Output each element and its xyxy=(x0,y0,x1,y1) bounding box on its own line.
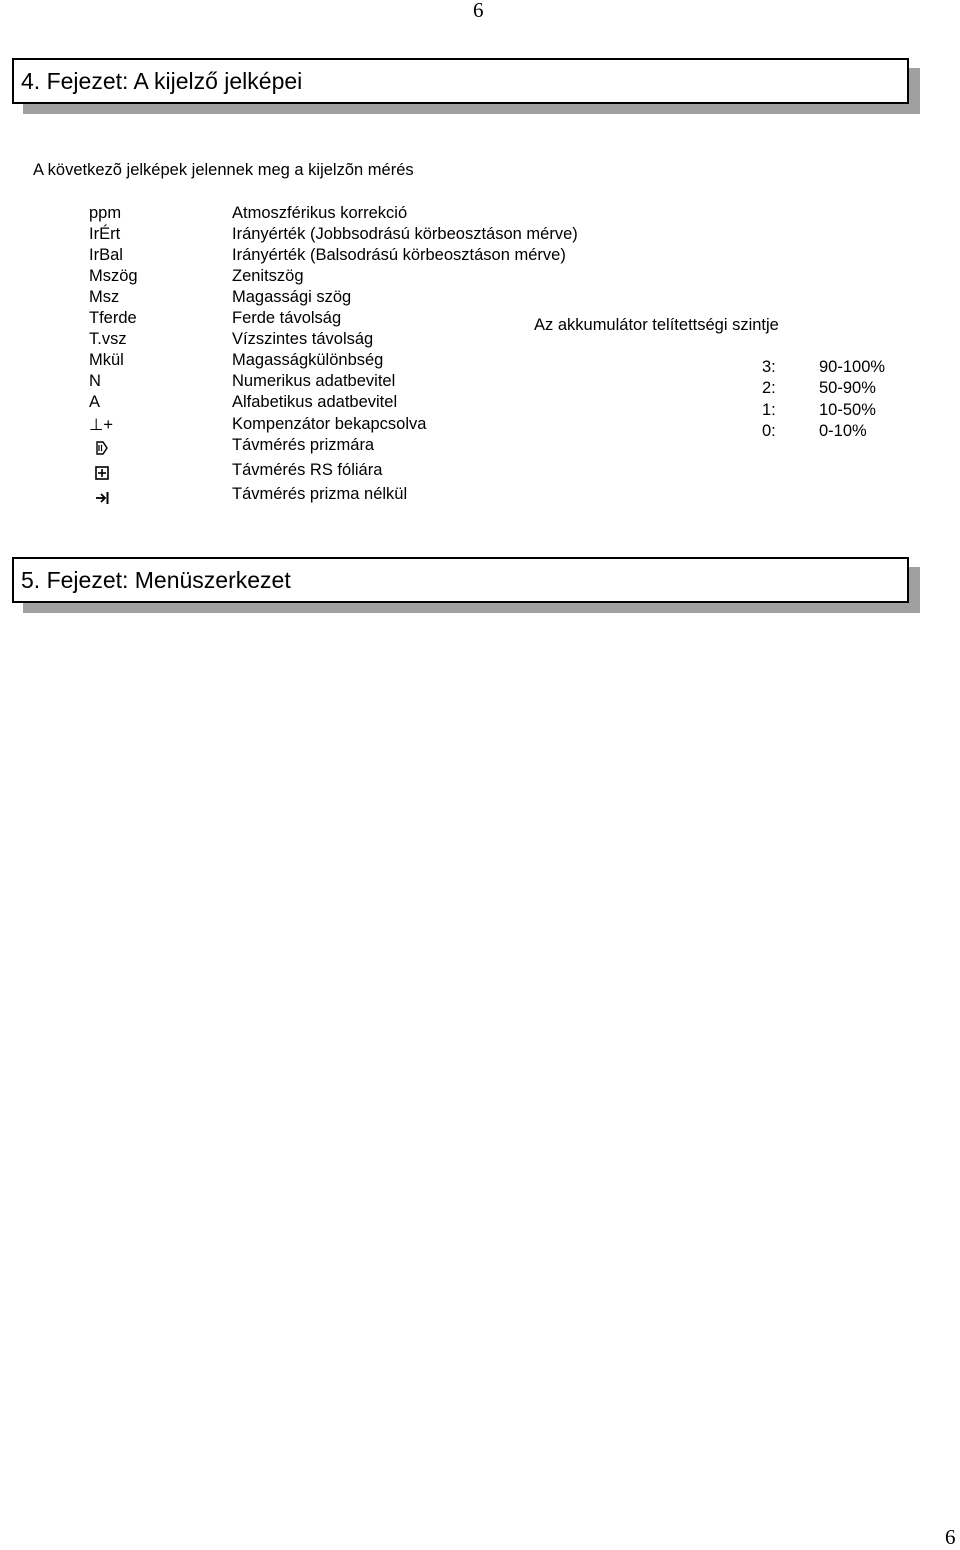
symbol-code: Tferde xyxy=(89,309,137,327)
section-5-title: 5. Fejezet: Menüszerkezet xyxy=(21,567,291,593)
symbol-code: ppm xyxy=(89,204,122,222)
symbol-description: Vízszintes távolság xyxy=(232,330,374,348)
section-4-title: 4. Fejezet: A kijelző jelképei xyxy=(21,68,303,94)
battery-level-range: 50-90% xyxy=(819,379,876,397)
battery-level-number: 0: xyxy=(762,422,776,440)
symbol-description: Távmérés prizmára xyxy=(232,436,375,454)
symbol-code: IrÉrt xyxy=(89,225,121,243)
symbol-code: Msz xyxy=(89,288,120,306)
battery-level-range: 90-100% xyxy=(819,358,886,376)
battery-level-number: 3: xyxy=(762,358,776,376)
symbol-description: Távmérés prizma nélkül xyxy=(232,485,408,503)
section-5-heading xyxy=(12,557,909,603)
symbol-code: IrBal xyxy=(89,246,123,264)
symbol-description: Atmoszférikus korrekció xyxy=(232,204,408,222)
symbol-code: Mszög xyxy=(89,267,138,285)
battery-level-range: 10-50% xyxy=(819,401,876,419)
reflectorless-icon xyxy=(94,490,110,506)
symbol-description: Kompenzátor bekapcsolva xyxy=(232,415,427,433)
symbol-description: Ferde távolság xyxy=(232,309,342,327)
battery-title: Az akkumulátor telítettségi szintje xyxy=(534,316,779,334)
battery-level-range: 0-10% xyxy=(819,422,867,440)
symbol-description: Irányérték (Jobbsodrású körbeosztáson mérve) xyxy=(232,225,578,243)
page-number-bottom: 6 xyxy=(945,1525,956,1549)
rs-sheet-icon xyxy=(94,465,110,481)
symbol-description: Magasságkülönbség xyxy=(232,351,384,369)
symbol-description: Numerikus adatbevitel xyxy=(232,372,396,390)
page-number-top: 6 xyxy=(473,0,484,22)
battery-level-number: 1: xyxy=(762,401,776,419)
symbol-description: Alfabetikus adatbevitel xyxy=(232,393,398,411)
section-4-heading xyxy=(12,58,909,104)
intro-text: A következõ jelképek jelennek meg a kijelzõn mérés xyxy=(33,161,414,179)
prism-icon xyxy=(94,440,110,456)
symbol-description: Irányérték (Balsodrású körbeosztáson mérve) xyxy=(232,246,566,264)
symbol-code: T.vsz xyxy=(89,330,127,348)
symbol-code: ⊥+ xyxy=(89,416,114,434)
symbol-code: N xyxy=(89,372,101,390)
symbol-description: Zenitszög xyxy=(232,267,304,285)
symbol-code: Mkül xyxy=(89,351,124,369)
symbol-code: A xyxy=(89,393,101,411)
symbol-description: Távmérés RS fóliára xyxy=(232,461,383,479)
symbol-description: Magassági szög xyxy=(232,288,352,306)
battery-level-number: 2: xyxy=(762,379,776,397)
